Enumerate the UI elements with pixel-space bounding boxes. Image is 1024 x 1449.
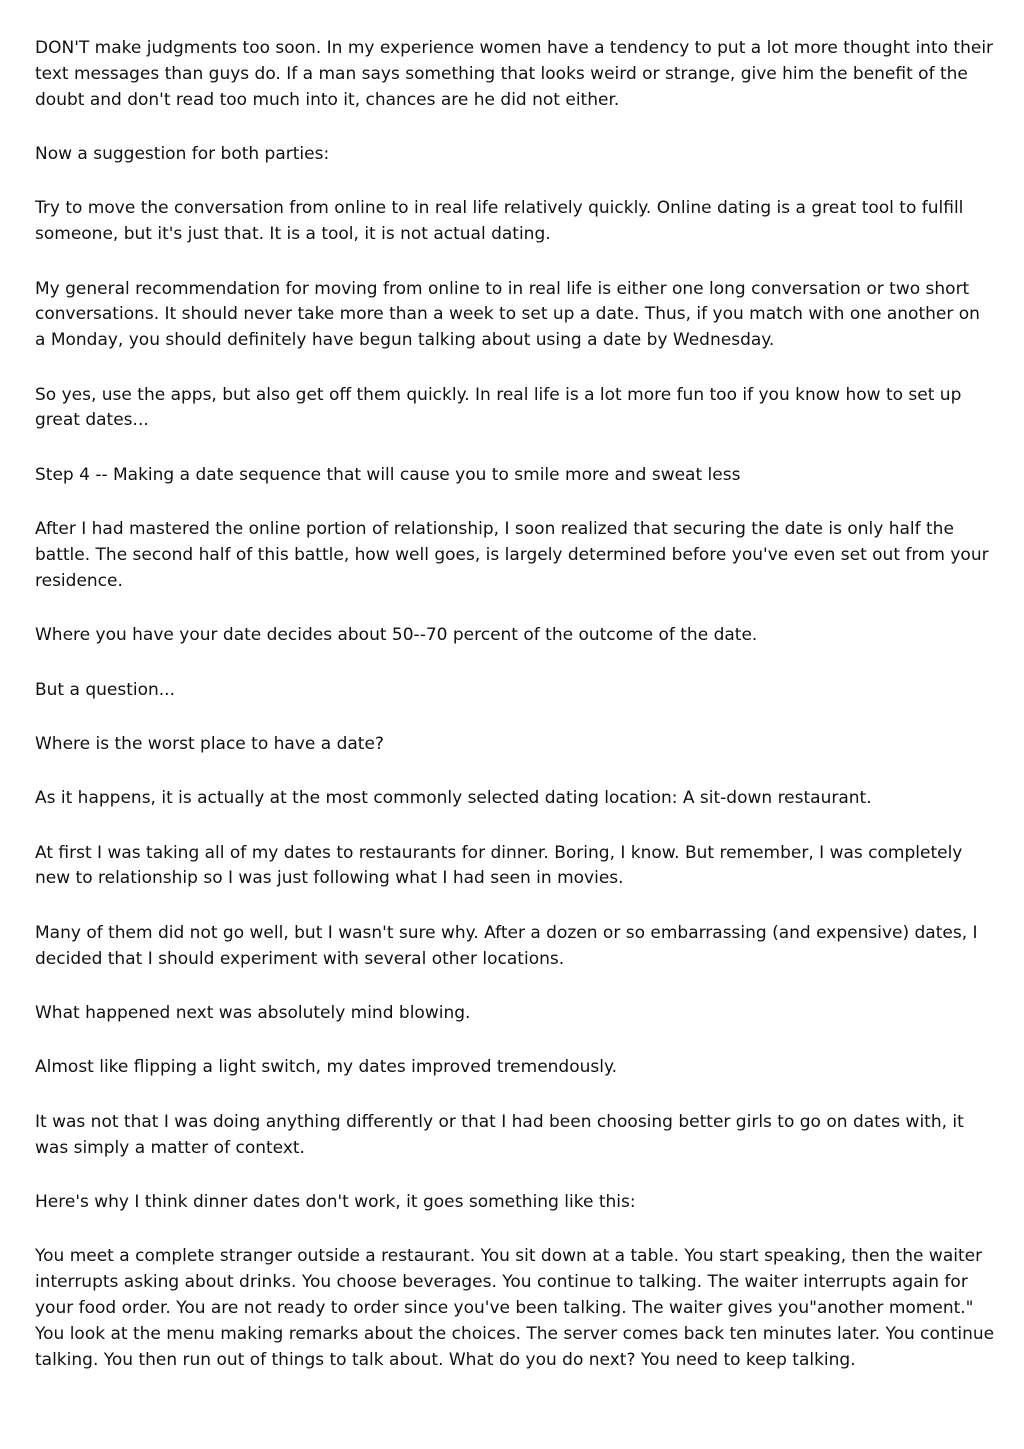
paragraph-dont-judge: DON'T make judgments too soon. In my experience women have a tendency to put a lot more thought into their text messages than guys do. If a man says something that looks weird or strange, give him the benefit of the doubt and don't read too much into it, chances are he did not either. [35,38,994,110]
paragraph-context: It was not that I was doing anything differently or that I had been choosing better girls to go on dates with, it was simply a matter of context. [35,1111,964,1158]
paragraph-date-location: Where you have your date decides about 50--70 percent of the outcome of the date. [35,625,758,646]
paragraph-many-of-them: Many of them did not go well, but I wasn't sure why. After a dozen or so embarrassing (and expensive) dates, I decided that I should experiment with several other locations. [35,922,978,969]
paragraph-dinner-dates: Here's why I think dinner dates don't work, it goes something like this: [35,1192,636,1213]
paragraph-light-switch: Almost like flipping a light switch, my dates improved tremendously. [35,1057,618,1078]
paragraph-suggestion: Now a suggestion for both parties: [35,143,330,164]
paragraph-restaurant: As it happens, it is actually at the most commonly selected dating location: A sit-down restaurant. [35,788,872,809]
step-4-heading: Step 4 -- Making a date sequence that will cause you to smile more and sweat less [35,464,741,485]
paragraph-worst-place: Where is the worst place to have a date? [35,733,384,754]
paragraph-stranger-scenario: You meet a complete stranger outside a restaurant. You sit down at a table. You start speaking, then the waiter interrupts asking about drinks. You choose beverages. You continue to talking. The waiter interrupts again for your food order. You are not ready to order since you've been talking. The waiter gives you"another moment." You look at the menu making remarks about the choices. The server comes back ten minutes later. You continue talking. You then run out of things to talk about. What do you do next? You need to keep talking. [35,1246,995,1370]
paragraph-use-apps: So yes, use the apps, but also get off them quickly. In real life is a lot more fun too if you know how to set up great dates... [35,384,962,431]
paragraph-mastered-online: After I had mastered the online portion of relationship, I soon realized that securing the date is only half the battle. The second half of this battle, how well goes, is largely determined before you've even set out from your residence. [35,519,989,591]
document-body [35,36,995,1402]
paragraph-recommendation: My general recommendation for moving from online to in real life is either one long conversation or two short conversations. It should never take more than a week to set up a date. Thus, if you match with one another on a Monday, you should definitely have begun talking about using a date by Wednesday. [35,278,980,351]
paragraph-at-first: At first I was taking all of my dates to restaurants for dinner. Boring, I know. But remember, I was completely new to relationship so I was just following what I had seen in movies. [35,842,963,889]
paragraph-what-happened: What happened next was absolutely mind blowing. [35,1003,471,1024]
paragraph-move-offline: Try to move the conversation from online to in real life relatively quickly. Online dating is a great tool to fulfill someone, but it's just that. It is a tool, it is not actual dating. [35,198,964,245]
paragraph-question: But a question... [35,679,175,700]
